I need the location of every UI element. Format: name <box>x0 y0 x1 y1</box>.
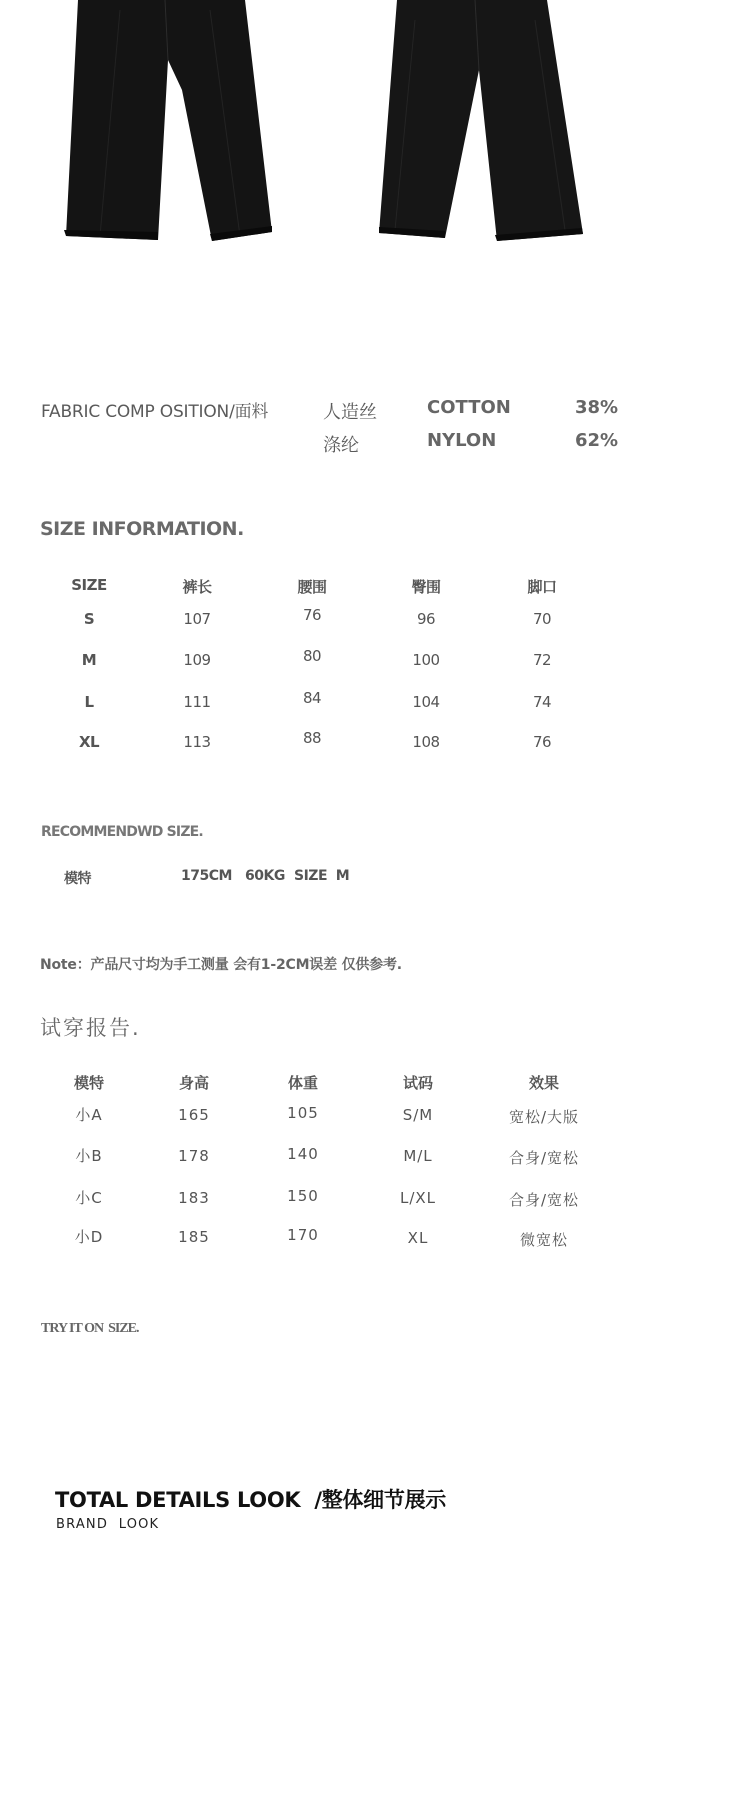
fitting-report-title: 试穿报告. <box>40 1016 141 1040</box>
report-header-weight: 体重 <box>287 1074 318 1092</box>
hem-cell: 70 <box>532 610 552 628</box>
report-effect-cell: 微宽松 <box>519 1231 568 1249</box>
report-weight-cell: 140 <box>287 1145 319 1163</box>
product-photo-back <box>375 0 590 245</box>
hip-cell: 104 <box>412 693 440 711</box>
report-size-cell: XL <box>407 1229 429 1247</box>
fabric-composition-label: FABRIC COMP OSITION/面料 <box>41 402 269 422</box>
brand-look-subtitle: BRAND LOOK <box>56 1517 160 1532</box>
report-model-cell: 小C <box>75 1189 103 1207</box>
total-details-look-title: TOTAL DETAILS LOOK /整体细节展示 <box>55 1488 446 1512</box>
hip-cell: 100 <box>412 651 440 669</box>
model-label: 模特 <box>64 871 91 887</box>
recommended-size-title: RECOMMENDWD SIZE. <box>41 824 203 840</box>
fabric-row-2-pct: 62% <box>575 430 619 451</box>
fabric-row-1-pct: 38% <box>575 397 619 418</box>
size-cell: S <box>83 610 95 628</box>
hem-cell: 72 <box>532 651 552 669</box>
product-photo-front <box>60 0 275 245</box>
report-header-effect: 效果 <box>528 1074 559 1092</box>
report-effect-cell: 合身/宽松 <box>508 1191 580 1209</box>
length-cell: 107 <box>183 610 211 628</box>
size-cell: L <box>84 693 94 711</box>
waist-cell: 76 <box>302 606 322 624</box>
hip-cell: 108 <box>412 733 440 751</box>
fabric-row-2-cn: 涤纶 <box>323 435 359 456</box>
size-table-header-waist: 腰围 <box>297 578 327 596</box>
report-header-height: 身高 <box>178 1074 209 1092</box>
report-effect-cell: 合身/宽松 <box>508 1149 580 1167</box>
report-header-trial-size: 试码 <box>402 1074 433 1092</box>
try-it-on-size-title: TRY IT ON SIZE. <box>41 1321 139 1336</box>
report-height-cell: 165 <box>178 1106 210 1124</box>
report-height-cell: 178 <box>178 1147 210 1165</box>
report-size-cell: M/L <box>403 1147 433 1165</box>
measurement-note: Note：产品尺寸均为手工测量 会有1-2CM误差 仅供参考. <box>40 957 402 973</box>
report-size-cell: S/M <box>402 1106 434 1124</box>
hem-cell: 76 <box>532 733 552 751</box>
waist-cell: 88 <box>302 729 322 747</box>
model-size: SIZE M <box>294 868 350 884</box>
size-cell: XL <box>78 733 100 751</box>
waist-cell: 84 <box>302 689 322 707</box>
report-height-cell: 185 <box>178 1228 210 1246</box>
model-weight: 60KG <box>245 868 285 884</box>
size-table-header-hip: 臀围 <box>411 578 441 596</box>
size-information-title: SIZE INFORMATION. <box>40 518 244 540</box>
report-model-cell: 小B <box>75 1147 103 1165</box>
length-cell: 113 <box>183 733 211 751</box>
length-cell: 111 <box>183 693 211 711</box>
fabric-row-1-en: COTTON <box>427 397 511 418</box>
report-model-cell: 小D <box>74 1228 104 1246</box>
hem-cell: 74 <box>532 693 552 711</box>
hip-cell: 96 <box>416 610 436 628</box>
report-size-cell: L/XL <box>399 1189 437 1207</box>
length-cell: 109 <box>183 651 211 669</box>
size-table-header-length: 裤长 <box>182 578 212 596</box>
size-table-header-hem: 脚口 <box>527 578 557 596</box>
report-height-cell: 183 <box>178 1189 210 1207</box>
report-effect-cell: 宽松/大版 <box>508 1108 580 1126</box>
size-table-header-size: SIZE <box>71 576 107 594</box>
model-height: 175CM <box>181 868 232 884</box>
report-header-model: 模特 <box>73 1074 104 1092</box>
report-weight-cell: 150 <box>287 1187 319 1205</box>
report-weight-cell: 105 <box>287 1104 319 1122</box>
report-model-cell: 小A <box>75 1106 103 1124</box>
waist-cell: 80 <box>302 647 322 665</box>
fabric-row-1-cn: 人造丝 <box>323 402 377 423</box>
size-cell: M <box>81 651 97 669</box>
report-weight-cell: 170 <box>287 1226 319 1244</box>
fabric-row-2-en: NYLON <box>427 430 497 451</box>
